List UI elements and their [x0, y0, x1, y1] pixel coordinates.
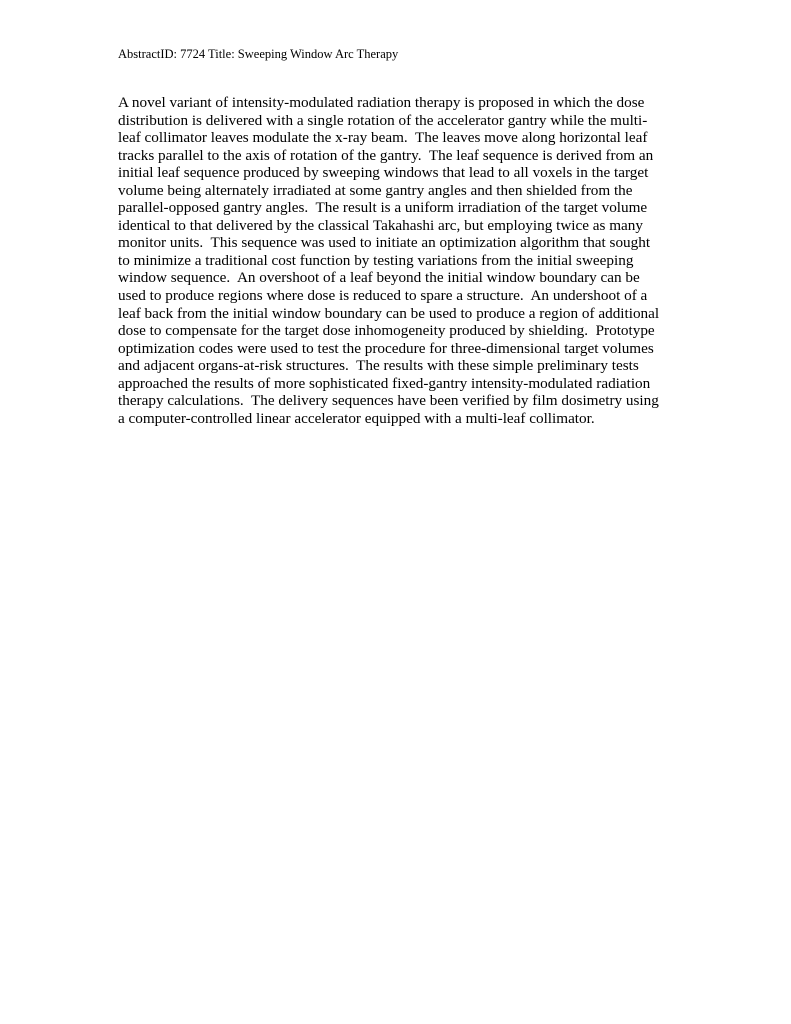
abstract-line: window sequence. An overshoot of a leaf beyond the initial window boundary can be — [118, 269, 640, 287]
abstract-line: A novel variant of intensity-modulated radiation therapy is proposed in which the dose — [118, 94, 645, 111]
abstract-line: to minimize a traditional cost function by testing variations from the initial sweeping — [118, 251, 634, 269]
abstract-line: a computer-controlled linear accelerator equipped with a multi-leaf collimator. — [118, 409, 595, 427]
abstract-line: volume being alternately irradiated at some gantry angles and then shielded from the — [118, 181, 633, 199]
abstract-line: distribution is delivered with a single rotation of the accelerator gantry while the multi- — [118, 111, 648, 129]
abstract-line: identical to that delivered by the classical Takahashi arc, but employing twice as many — [118, 216, 643, 234]
abstract-line: optimization codes were used to test the procedure for three-dimensional target volumes — [118, 339, 654, 357]
abstract-line: monitor units. This sequence was used to initiate an optimization algorithm that sought — [118, 234, 651, 252]
abstract-line: parallel-opposed gantry angles. The result is a uniform irradiation of the target volume — [118, 199, 648, 217]
abstract-line: therapy calculations. The delivery sequences have been verified by film dosimetry using — [118, 392, 659, 410]
abstract-header: AbstractID: 7724 Title: Sweeping Window Arc Therapy — [118, 47, 399, 61]
abstract-line: initial leaf sequence produced by sweeping windows that lead to all voxels in the target — [118, 164, 649, 182]
abstract-line: leaf back from the initial window boundary can be used to produce a region of additional — [118, 304, 660, 322]
abstract-line: dose to compensate for the target dose inhomogeneity produced by shielding. Prototype — [118, 322, 655, 340]
abstract-line: used to produce regions where dose is reduced to spare a structure. An undershoot of a — [118, 287, 648, 305]
abstract-line: approached the results of more sophisticated fixed-gantry intensity-modulated radiation — [118, 374, 651, 392]
abstract-body — [118, 94, 678, 427]
abstract-line: leaf collimator leaves modulate the x-ray beam. The leaves move along horizontal leaf — [118, 129, 648, 147]
abstract-line: and adjacent organs-at-risk structures. The results with these simple preliminary tests — [118, 357, 639, 375]
abstract-line: tracks parallel to the axis of rotation of the gantry. The leaf sequence is derived from an — [118, 146, 654, 164]
